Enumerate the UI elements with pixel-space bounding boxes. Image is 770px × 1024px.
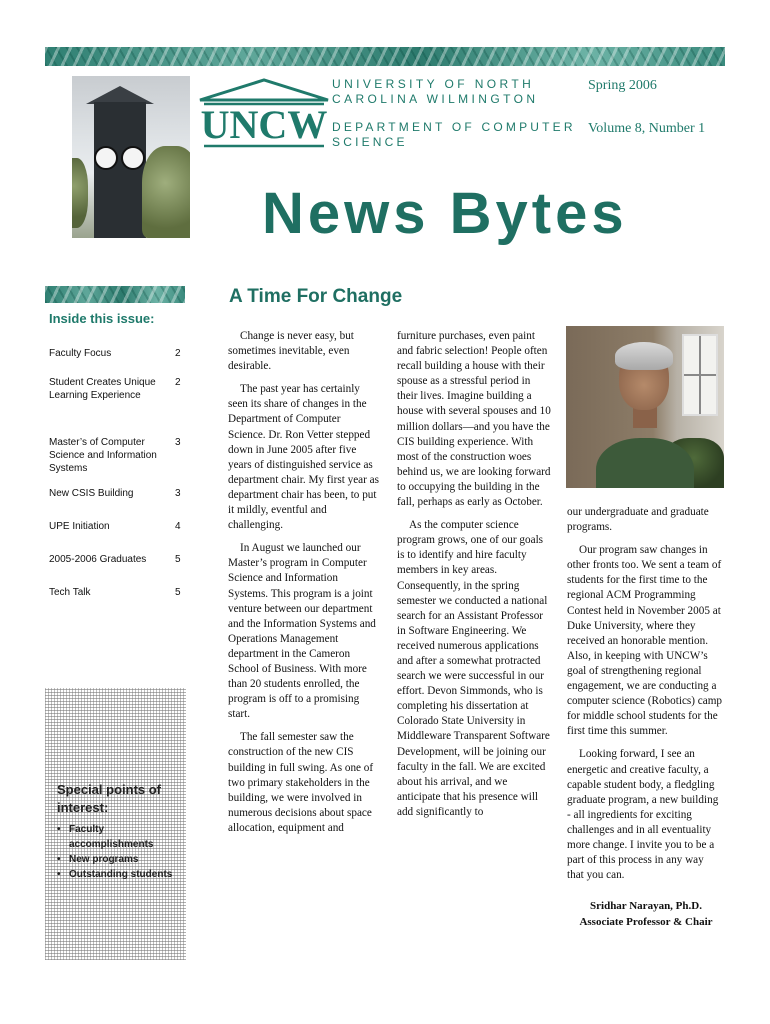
article-paragraph: our undergraduate and graduate programs.: [567, 506, 709, 534]
special-points-title: Special points of interest:: [57, 782, 162, 815]
article-paragraph: As the computer science program grows, one of our goals is to identify and hire faculty members in key areas. Consequently, in the spring semester we conducted a national search for an Assistant Professor in Software Engineering. We received numerous applications and after a somewhat protracted search we were successful in our effort. Devon Simmonds, who is completing his dissertation at Colorado State University in Middleware Transparent Software Development, will be joining our faculty in the fall. We are excited about his arrival, and we anticipate that his presence will add significantly to: [397, 519, 550, 818]
top-banner: [45, 47, 725, 66]
special-points-list: [57, 822, 182, 882]
article-paragraph: Looking forward, I see an energetic and creative faculty, a capable student body, a fledgling graduate program, a new building - all ingredients for exciting challenges and in all eventuality more change. I invite you to be a part of this process in any way that you can.: [567, 748, 719, 882]
uncw-logo: [198, 78, 330, 150]
toc-title: Tech Talk: [49, 587, 91, 598]
university-name: UNIVERSITY OF NORTH CAROLINA WILMINGTON: [332, 77, 539, 106]
inside-issue-title: Inside this issue:: [49, 311, 155, 326]
article-title: A Time For Change: [229, 286, 403, 307]
toc-item: [49, 376, 189, 402]
article-paragraph: Our program saw changes in other fronts too. We sent a team of students for the first time to the regional ACM Programming Contest held in November 2005 at Duke University, where they received an honorable mention. Also, in keeping with UNCW’s goal of strengthening regional engagement, we are conducting a computer science (Robotics) camp for middle school students for the first time this summer.: [567, 544, 723, 738]
toc-title: New CSIS Building: [49, 488, 134, 499]
author-portrait: [566, 326, 724, 488]
article-column-2: [397, 329, 553, 828]
toc-title: Master’s of Computer Science and Information Systems: [49, 437, 157, 474]
issue-volume: Volume 8, Number 1: [588, 121, 706, 136]
signature-name: Sridhar Narayan, Ph.D.: [590, 900, 702, 912]
article-column-1: [228, 329, 380, 844]
toc-item: [49, 436, 189, 475]
toc-title: Student Creates Unique Learning Experience: [49, 377, 156, 401]
clock-tower-photo: [72, 76, 190, 238]
toc-page: 5: [175, 587, 181, 598]
special-point: • Faculty accomplishments: [57, 822, 182, 852]
toc-item: [49, 586, 189, 599]
toc-page: 4: [175, 521, 181, 532]
department-name: DEPARTMENT OF COMPUTER SCIENCE: [332, 120, 576, 149]
article-paragraph: furniture purchases, even paint and fabric selection! People often recall building a house with their spouse as a stressful period in their lives. Imagine building a house with several spouses and 10 million dollars—and you have the CIS building experience. With most of the construction woes behind us, we are looking forward to occupying the building in the fall, perhaps as early as October.: [397, 330, 551, 509]
logo-text: UNCW: [200, 102, 328, 147]
article-column-3: [567, 505, 723, 891]
toc-page: 5: [175, 554, 181, 565]
toc-item: [49, 553, 189, 566]
toc-item: [49, 347, 189, 360]
article-paragraph: The fall semester saw the construction of the new CIS building in full swing. As one of two primary stakeholders in the building, we were involved in numerous decisions about space allocation, equipment and: [228, 731, 374, 834]
sidebar-banner: [45, 286, 185, 303]
toc-page: 2: [175, 377, 181, 388]
toc-title: UPE Initiation: [49, 521, 110, 532]
toc-item: [49, 487, 189, 500]
article-paragraph: The past year has certainly seen its share of changes in the Department of Computer Science. Dr. Ron Vetter stepped down in June 2005 after five years of distinguished service as department chair. My first year as department chair has been, to put it mildly, eventful and challenging.: [228, 383, 379, 532]
toc-item: [49, 520, 189, 533]
special-point: • Outstanding students: [57, 867, 182, 882]
issue-season: Spring 2006: [588, 78, 657, 93]
toc-page: 3: [175, 488, 181, 499]
newsletter-masthead: News Bytes: [262, 181, 628, 246]
signature-block: [567, 898, 725, 930]
toc-title: Faculty Focus: [49, 348, 112, 359]
toc-page: 2: [175, 348, 181, 359]
toc-page: 3: [175, 437, 181, 448]
special-point: • New programs: [57, 852, 182, 867]
toc-title: 2005-2006 Graduates: [49, 554, 147, 565]
signature-title: Associate Professor & Chair: [579, 916, 713, 928]
article-paragraph: Change is never easy, but sometimes inevitable, even desirable.: [228, 330, 354, 373]
article-paragraph: In August we launched our Master’s program in Computer Science and Information Systems. This program is a joint venture between our department and the Information Systems and Operations Management department in the Cameron School of Business. With more than 20 students enrolled, the program is off to a promising start.: [228, 542, 376, 721]
